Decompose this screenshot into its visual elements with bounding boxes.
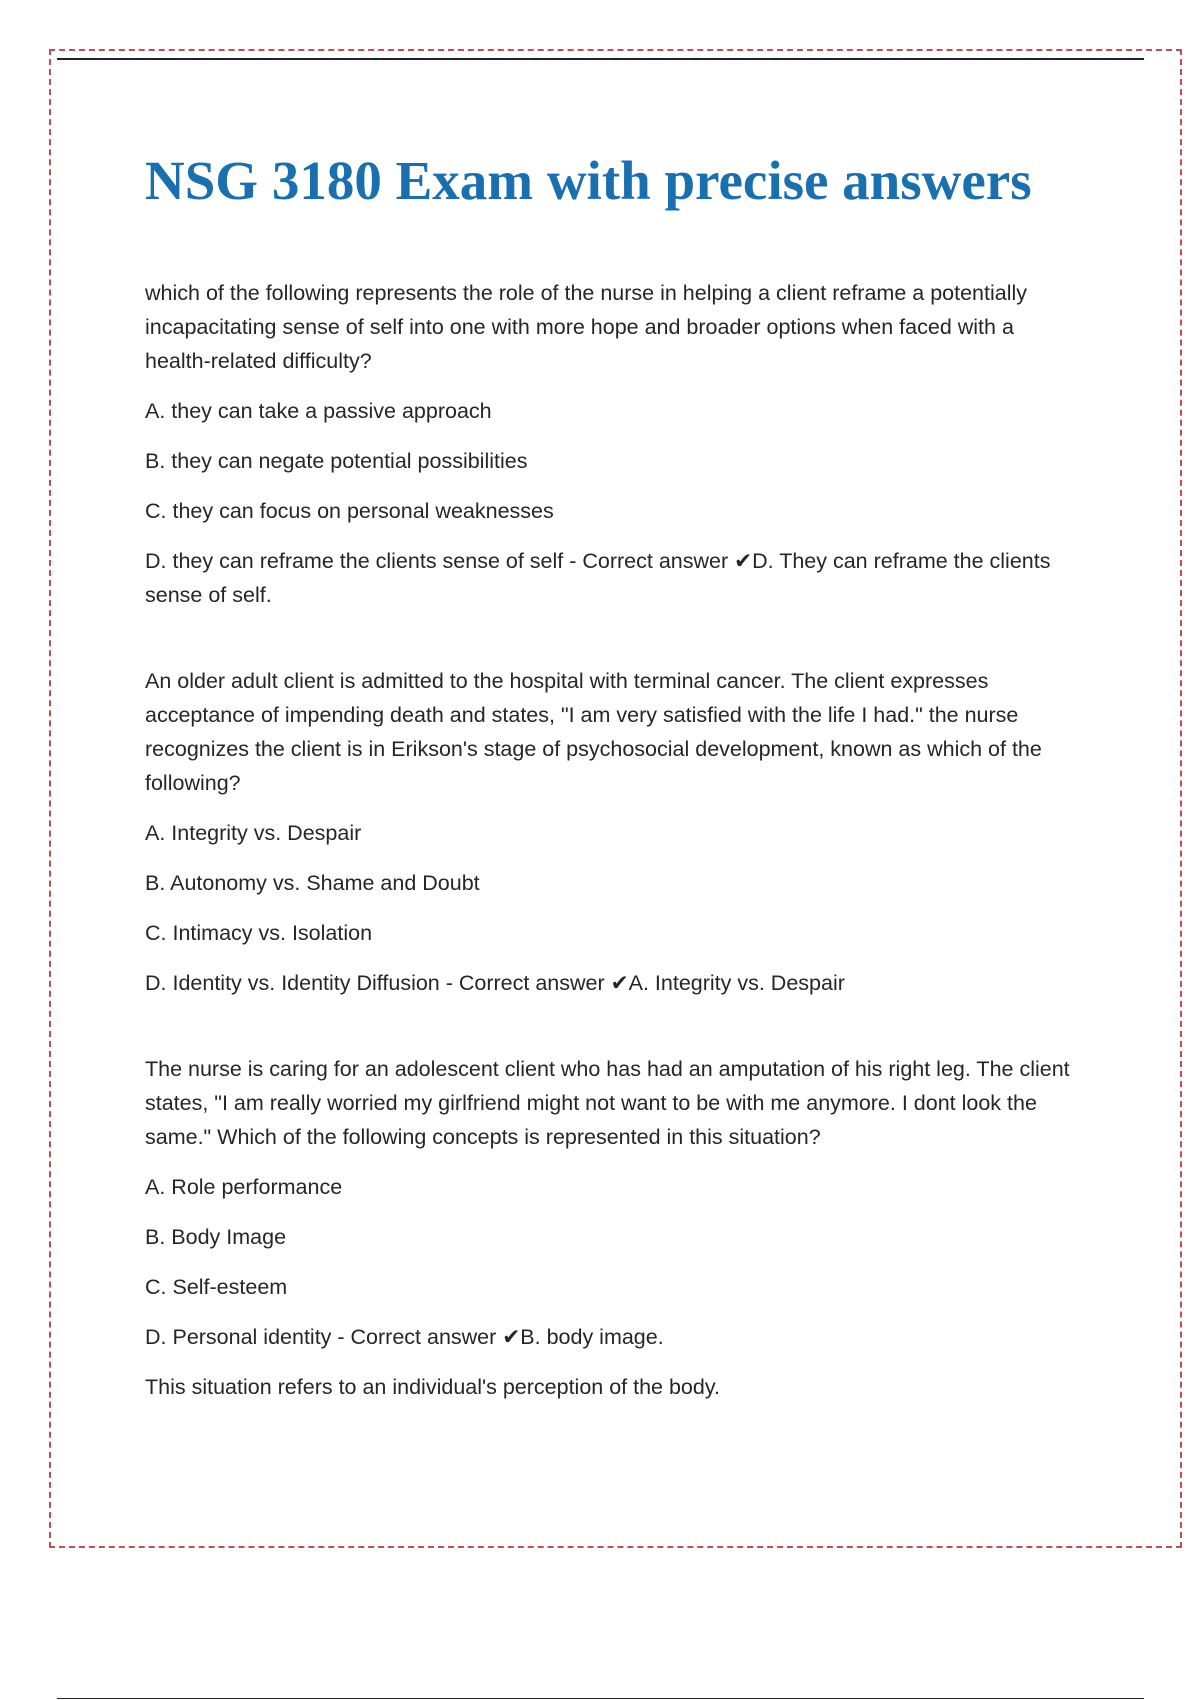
question-text: The nurse is caring for an adolescent client who has had an amputation of his right leg. The client states, "I am really worried my girlfriend might not want to be with me anymore. I dont look the same." Which of the following concepts is represented in this situation? [145,1057,1070,1149]
answer-rationale: This situation refers to an individual's perception of the body. [145,1375,720,1399]
document-body [145,140,1085,1456]
option-c: C. Self-esteem [145,1275,288,1299]
question-3 [145,1052,1085,1404]
option-b: B. they can negate potential possibilities [145,449,528,473]
document-title: NSG 3180 Exam with precise answers [145,150,1032,211]
option-b: B. Body Image [145,1225,287,1249]
footer-rule [57,1698,1144,1699]
question-text: which of the following represents the role of the nurse in helping a client reframe a potentially incapacitating sense of self into one with more hope and broader options when faced with a health-related difficulty? [145,281,1028,373]
option-c: C. they can focus on personal weaknesses [145,499,554,523]
option-a: A. Integrity vs. Despair [145,821,362,845]
option-a: A. they can take a passive approach [145,399,492,423]
question-text: An older adult client is admitted to the hospital with terminal cancer. The client expresses acceptance of impending death and states, "I am very satisfied with the life I had." the nurse recognizes the client is in Erikson's stage of psychosocial development, known as which of the following? [145,669,1042,795]
option-c: C. Intimacy vs. Isolation [145,921,373,945]
option-a: A. Role performance [145,1175,343,1199]
option-d-with-answer: D. Personal identity - Correct answer ✔B. body image. [145,1325,664,1349]
header-rule [57,58,1144,60]
option-d-with-answer: D. they can reframe the clients sense of self - Correct answer ✔D. They can reframe the clients sense of self. [145,549,1051,607]
option-d-with-answer: D. Identity vs. Identity Diffusion - Correct answer ✔A. Integrity vs. Despair [145,971,845,995]
question-2 [145,664,1085,1000]
question-1 [145,276,1085,612]
option-b: B. Autonomy vs. Shame and Doubt [145,871,480,895]
